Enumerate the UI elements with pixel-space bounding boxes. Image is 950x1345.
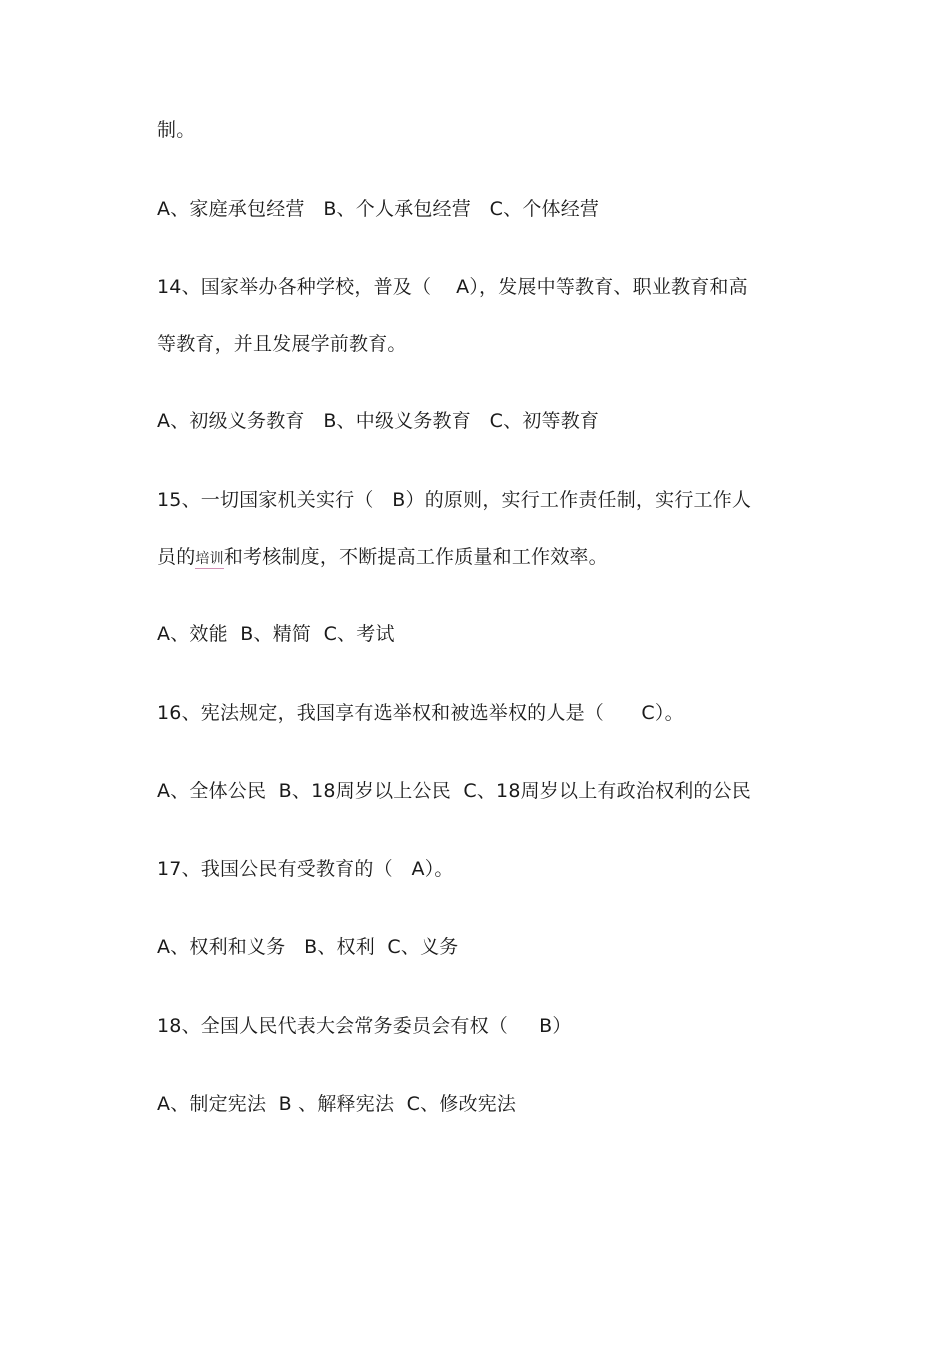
answer-options-15: A、效能 B、精简 C、考试: [157, 623, 395, 645]
text-line: 制。: [157, 119, 196, 141]
question-15: 15、一切国家机关实行（ B）的原则，实行工作责任制，实行工作人: [157, 489, 752, 511]
answer-options-18: A、制定宪法 B 、解释宪法 C、修改宪法: [157, 1093, 517, 1115]
question-15-continued: [157, 545, 608, 571]
question-16: 16、宪法规定，我国享有选举权和被选举权的人是（ C）。: [157, 702, 684, 724]
answer-options-17: A、权利和义务 B、权利 C、义务: [157, 936, 459, 958]
question-17: 17、我国公民有受教育的（ A）。: [157, 858, 454, 880]
text-segment: 和考核制度，不断提高工作质量和工作效率。: [223, 546, 608, 568]
question-14-continued: 等教育，并且发展学前教育。: [157, 333, 407, 355]
answer-options-13: A、家庭承包经营 B、个人承包经营 C、个体经营: [157, 198, 600, 220]
answer-options-14: A、初级义务教育 B、中级义务教育 C、初等教育: [157, 410, 600, 432]
text-segment: 员的: [157, 546, 196, 568]
question-18: 18、全国人民代表大会常务委员会有权（ B）: [157, 1015, 572, 1037]
answer-options-16: A、全体公民 B、18周岁以上公民 C、18周岁以上有政治权利的公民: [157, 780, 752, 802]
question-14: 14、国家举办各种学校，普及（ A），发展中等教育、职业教育和高: [157, 276, 748, 298]
underlined-word: 培训: [195, 551, 224, 567]
